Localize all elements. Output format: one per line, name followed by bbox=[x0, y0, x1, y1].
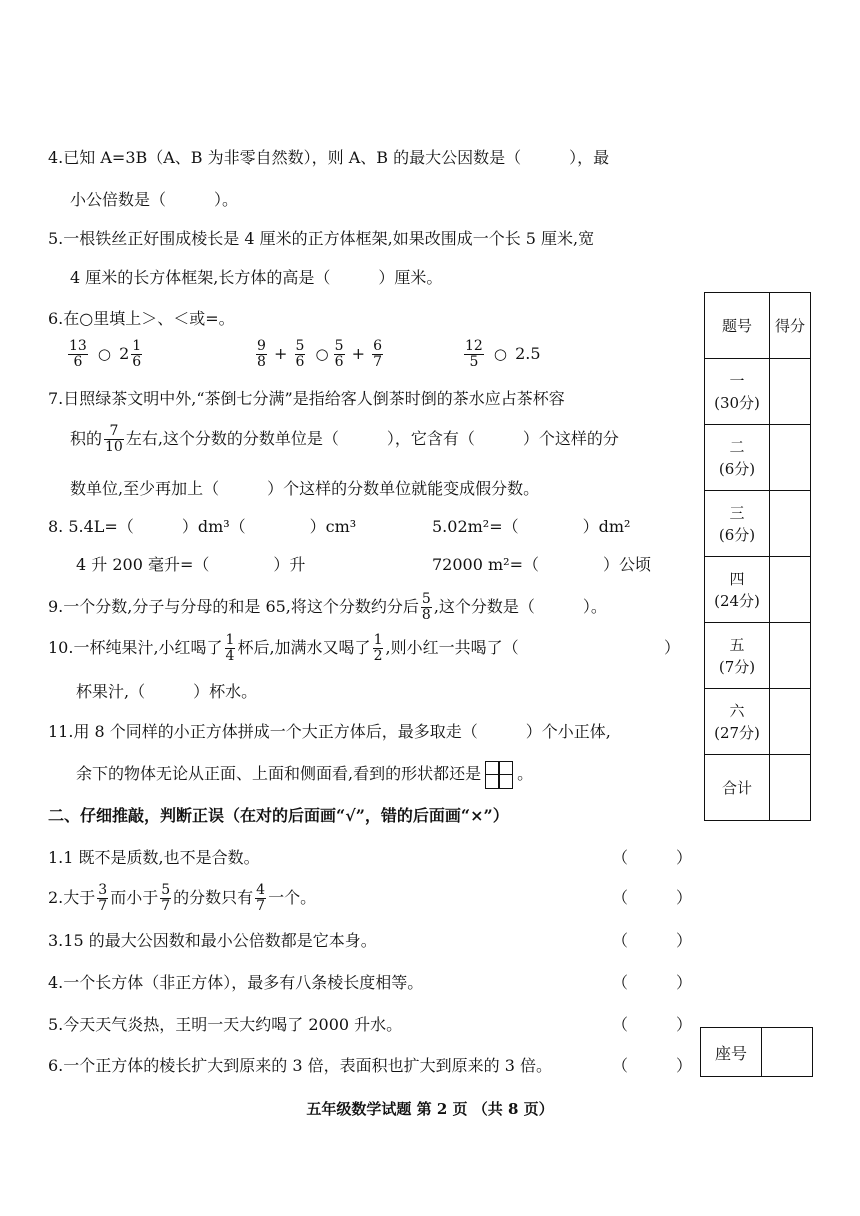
q8-part1: 8. 5.4L=（ ）dm³（ ）cm³ bbox=[48, 517, 357, 536]
score-row-label: 五 (7分) bbox=[705, 623, 770, 689]
fraction: $\frac{13}{6}$ bbox=[69, 338, 87, 370]
seat-number-cell[interactable] bbox=[762, 1028, 813, 1077]
score-cell[interactable] bbox=[770, 359, 811, 425]
q7-line3: 数单位,至少再加上（ ）个这样的分数单位就能变成假分数。 bbox=[70, 479, 540, 498]
fraction: $\frac{1}{4}$ bbox=[225, 632, 235, 664]
score-table bbox=[704, 292, 811, 821]
judge-item-3: 3.15 的最大公因数和最小公倍数都是它本身。 bbox=[48, 931, 377, 950]
judge-item-1: 1.1 既不是质数,也不是合数。 bbox=[48, 848, 260, 867]
q11-line2: 余下的物体无论从正面、上面和侧面看,看到的形状都还是 。 bbox=[76, 759, 533, 789]
judge-item-2: 2.大于 $\frac{3}{7}$ 而小于 $\frac{5}{7}$ 的分数只有 $\frac{4}{7}$ 一个。 bbox=[48, 882, 317, 914]
fraction: $\frac{5}{6}$ bbox=[295, 338, 305, 370]
score-row-label: 二 (6分) bbox=[705, 425, 770, 491]
score-cell[interactable] bbox=[770, 623, 811, 689]
judge-item-5: 5.今天天气炎热，王明一天大约喝了 2000 升水。 bbox=[48, 1015, 403, 1034]
q5-line1: 5.一根铁丝正好围成棱长是 4 厘米的正方体框架,如果改围成一个长 5 厘米,宽 bbox=[48, 229, 595, 248]
score-row-label: 六 (27分) bbox=[705, 689, 770, 755]
section2-title: 二、仔细推敲，判断正误（在对的后面画“√”，错的后面画“×”） bbox=[48, 806, 509, 825]
q8-part3: 4 升 200 毫升=（ ）升 bbox=[76, 555, 306, 574]
q10-line1: 10.一杯纯果汁,小红喝了 $\frac{1}{4}$ 杯后,加满水又喝了 $\frac{1}{2}$ ,则小红一共喝了（ bbox=[48, 632, 519, 664]
q11-line1: 11.用 8 个同样的小正方体拼成一个大正方体后，最多取走（ ）个小正体, bbox=[48, 722, 611, 741]
score-cell[interactable] bbox=[770, 557, 811, 623]
compare-circle[interactable]: ○ bbox=[97, 345, 112, 363]
score-header-number: 题号 bbox=[705, 293, 770, 359]
seat-number-box bbox=[700, 1027, 813, 1077]
q7-line1: 7.日照绿茶文明中外,“茶倒七分满”是指给客人倒茶时倒的茶水应占茶杯容 bbox=[48, 389, 565, 408]
score-row-label: 一 (30分) bbox=[705, 359, 770, 425]
fraction: $\frac{5}{8}$ bbox=[421, 591, 431, 623]
judge-item-4: 4.一个长方体（非正方体），最多有八条棱长度相等。 bbox=[48, 973, 424, 992]
score-total-cell[interactable] bbox=[770, 755, 811, 821]
q9-line: 9.一个分数,分子与分母的和是 65,将这个分数约分后 $\frac{5}{8}$ ,这个分数是（ ）。 bbox=[48, 591, 607, 623]
score-cell[interactable] bbox=[770, 491, 811, 557]
fraction: $\frac{5}{7}$ bbox=[161, 882, 171, 914]
compare-circle[interactable]: ○ bbox=[315, 345, 329, 363]
fraction: $\frac{4}{7}$ bbox=[256, 882, 266, 914]
judge-answer-6[interactable]: （ ） bbox=[612, 1056, 693, 1075]
score-header-score: 得分 bbox=[770, 293, 811, 359]
page-footer: 五年级数学试题 第 2 页 （共 8 页） bbox=[306, 1100, 554, 1118]
q7-line2: 积的 $\frac{7}{10}$ 左右,这个分数的分数单位是（ ），它含有（ ）个这样的分 bbox=[70, 423, 619, 455]
q6-expr-a: $\frac{13}{6}$ ○ 2 $\frac{1}{6}$ bbox=[69, 338, 142, 370]
q8-part4: 72000 m²=（ ）公顷 bbox=[432, 555, 651, 574]
q10-line2: 杯果汁,（ ）杯水。 bbox=[76, 682, 258, 701]
q6-expr-c: $\frac{12}{5}$ ○ 2.5 bbox=[465, 338, 541, 370]
fraction: $\frac{1}{6}$ bbox=[132, 338, 142, 370]
fraction: $\frac{3}{7}$ bbox=[98, 882, 108, 914]
compare-circle[interactable]: ○ bbox=[493, 345, 508, 363]
q6-expr-b: $\frac{9}{8}$ + $\frac{5}{6}$ ○ $\frac{5}{6}$ + $\frac{6}{7}$ bbox=[257, 338, 383, 370]
judge-item-6: 6.一个正方体的棱长扩大到原来的 3 倍，表面积也扩大到原来的 3 倍。 bbox=[48, 1056, 552, 1075]
q6-instruction: 6.在○里填上＞、＜或=。 bbox=[48, 309, 235, 328]
judge-answer-4[interactable]: （ ） bbox=[612, 973, 693, 992]
score-cell[interactable] bbox=[770, 425, 811, 491]
q8-part2: 5.02m²=（ ）dm² bbox=[432, 517, 631, 536]
score-row-label: 四 (24分) bbox=[705, 557, 770, 623]
fraction: $\frac{6}{7}$ bbox=[373, 338, 383, 370]
q4-line1: 4.已知 A=3B（A、B 为非零自然数），则 A、B 的最大公因数是（ ），最 bbox=[48, 148, 610, 167]
fraction: $\frac{9}{8}$ bbox=[257, 338, 266, 370]
q4-line2: 小公倍数是（ ）。 bbox=[70, 190, 239, 209]
score-row-label: 三 (6分) bbox=[705, 491, 770, 557]
seat-label: 座号 bbox=[701, 1028, 762, 1077]
judge-answer-2[interactable]: （ ） bbox=[612, 888, 693, 907]
fraction: $\frac{1}{2}$ bbox=[373, 632, 383, 664]
judge-answer-5[interactable]: （ ） bbox=[612, 1015, 693, 1034]
judge-answer-1[interactable]: （ ） bbox=[612, 848, 693, 867]
judge-answer-3[interactable]: （ ） bbox=[612, 931, 693, 950]
four-square-grid-icon bbox=[485, 761, 513, 789]
score-total-label: 合计 bbox=[705, 755, 770, 821]
fraction: $\frac{5}{6}$ bbox=[334, 338, 344, 370]
fraction: $\frac{7}{10}$ bbox=[105, 423, 123, 455]
fraction: $\frac{12}{5}$ bbox=[465, 338, 483, 370]
score-cell[interactable] bbox=[770, 689, 811, 755]
q10-paren-close: ） bbox=[664, 638, 681, 657]
q5-line2: 4 厘米的长方体框架,长方体的高是（ ）厘米。 bbox=[70, 268, 443, 287]
